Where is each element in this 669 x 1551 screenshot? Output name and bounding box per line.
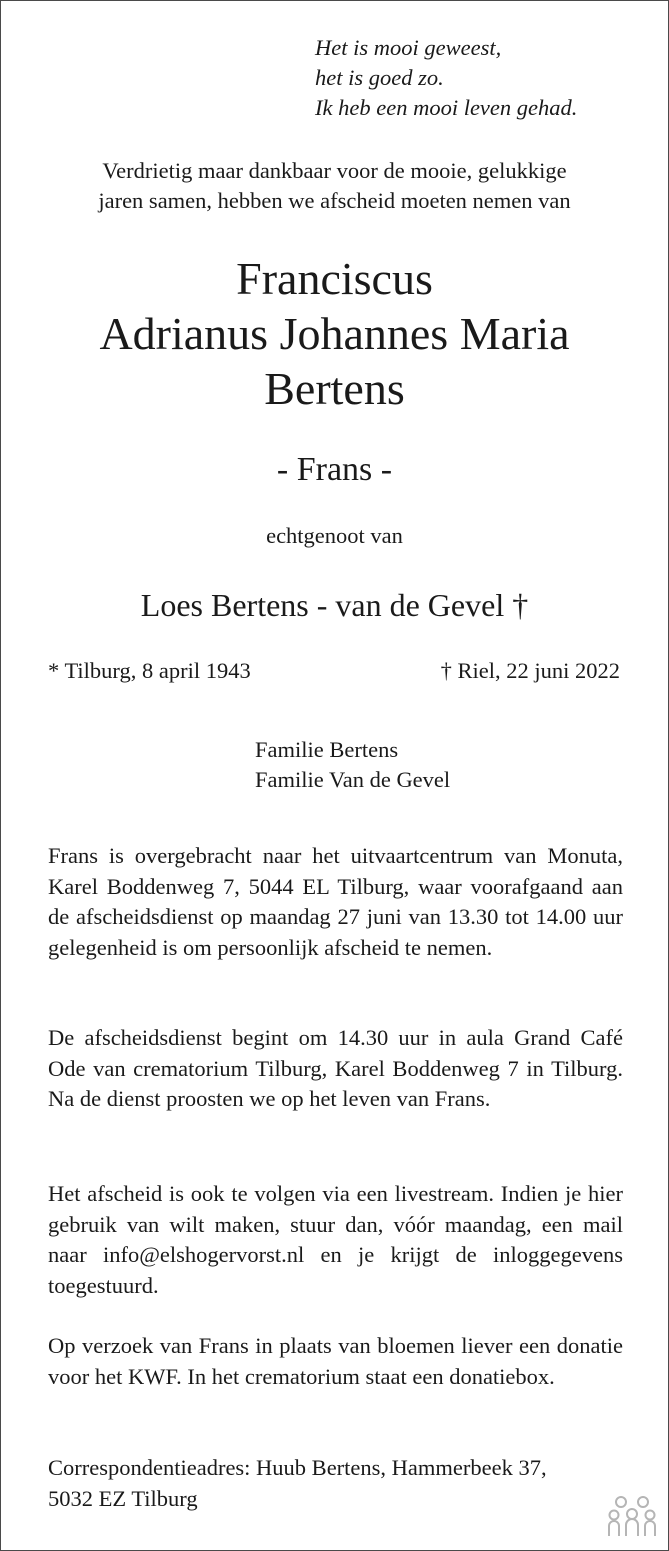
paragraph-donation: Op verzoek van Frans in plaats van bloemen liever een donatie voor het KWF. In het crematorium staat een donatiebox. bbox=[48, 1333, 623, 1389]
poem-line: het is goed zo. bbox=[315, 65, 444, 90]
poem-line: Het is mooi geweest, bbox=[315, 35, 502, 60]
birth-info: * Tilburg, 8 april 1943 bbox=[48, 658, 251, 683]
family-line: Familie Van de Gevel bbox=[255, 767, 451, 792]
death-info: † Riel, 22 juni 2022 bbox=[440, 658, 620, 683]
spouse-name: Loes Bertens - van de Gevel † bbox=[140, 587, 529, 623]
spouse-label: echtgenoot van bbox=[266, 523, 403, 548]
poem-line: Ik heb een mooi leven gehad. bbox=[315, 95, 578, 120]
name-line: Franciscus bbox=[236, 253, 433, 304]
intro-line: Verdrietig maar dankbaar voor de mooie, gelukkige bbox=[102, 158, 567, 183]
paragraph-viewing: Frans is overgebracht naar het uitvaartcentrum van Monuta, Karel Boddenweg 7, 5044 EL Tilburg, waar voorafgaand aan de afscheidsdienst op maandag 27 juni van 13.30 tot 14.00 uur gelegenheid is om persoonlijk afscheid te nemen. bbox=[48, 843, 623, 960]
address-line: 5032 EZ Tilburg bbox=[48, 1485, 198, 1511]
correspondence-address bbox=[48, 1453, 623, 1514]
intro-text bbox=[1, 156, 668, 216]
family-line: Familie Bertens bbox=[255, 737, 399, 762]
intro-line: jaren samen, hebben we afscheid moeten nemen van bbox=[98, 188, 571, 213]
address-line: Correspondentieadres: Huub Bertens, Hammerbeek 37, bbox=[48, 1455, 547, 1480]
family-signatories bbox=[255, 735, 450, 795]
name-line: Bertens bbox=[264, 363, 405, 414]
people-group-icon bbox=[607, 1494, 657, 1538]
nickname: - Frans - bbox=[276, 451, 393, 488]
name-line: Adrianus Johannes Maria bbox=[99, 308, 570, 359]
paragraph-service: De afscheidsdienst begint om 14.30 uur in aula Grand Café Ode van crematorium Tilburg, Karel Boddenweg 7 in Tilburg. Na de dienst proosten we op het leven van Frans. bbox=[48, 1025, 623, 1111]
poem bbox=[315, 33, 577, 123]
paragraph-livestream: Het afscheid is ook te volgen via een livestream. Indien je hier gebruik van wilt maken, stuur dan, vóór maandag, een mail naar info@elshogervorst.nl en je krijgt de inloggegevens toegestuurd. bbox=[48, 1181, 623, 1298]
deceased-name bbox=[1, 251, 668, 416]
